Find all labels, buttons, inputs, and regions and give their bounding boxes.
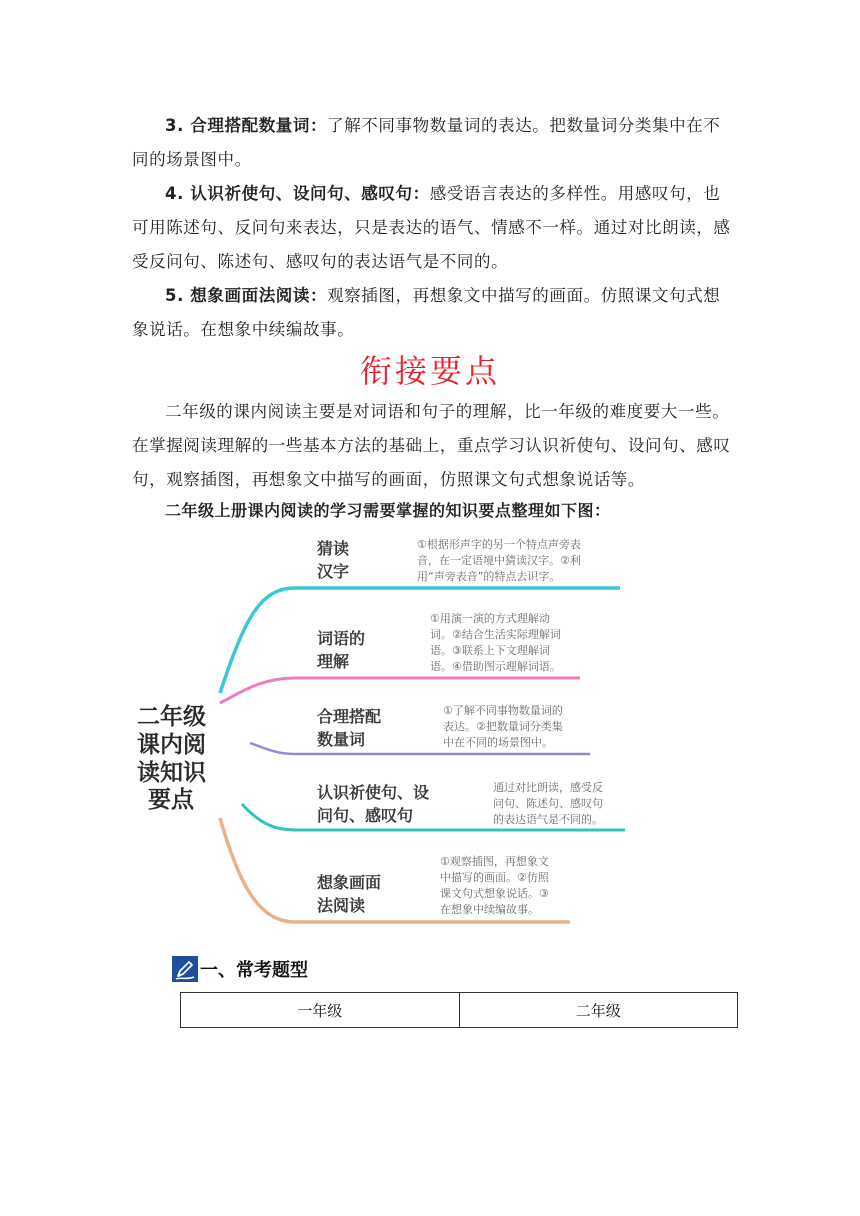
branch-2-title-2: 理解 xyxy=(317,652,350,671)
section-title-text: 一、常考题型 xyxy=(200,960,308,981)
branch-1-note-2: 音，在一定语境中猜读汉字。②利 xyxy=(417,554,581,567)
branch-4-title-2: 问句、感叹句 xyxy=(317,806,414,825)
branch-5-note-4: 在想象中续编故事。 xyxy=(440,903,539,916)
branch-2-note-4: 语。④借助图示理解词语。 xyxy=(430,660,561,673)
item-4 xyxy=(132,177,732,279)
branch-5-note-3: 课文句式想象说话。③ xyxy=(440,887,549,900)
mindmap-root-line-4: 要点 xyxy=(148,787,194,813)
pen-icon xyxy=(172,956,198,982)
branch-3-note-3: 中在不同的场景图中。 xyxy=(443,736,553,749)
branch-1-title-1: 猜读 xyxy=(317,539,350,558)
grade-comparison-table xyxy=(180,992,738,1028)
branch-4-note-3: 的表达语气是不同的。 xyxy=(493,813,603,826)
branch-1-title-2: 汉字 xyxy=(317,562,350,581)
branch-4-note-1: 通过对比朗读，感受反 xyxy=(493,781,603,794)
knowledge-mindmap xyxy=(120,528,640,928)
item-4-lead: 4. 认识祈使句、设问句、感叹句： xyxy=(165,184,430,203)
table-header-grade-2: 二年级 xyxy=(459,993,738,1028)
item-3 xyxy=(132,109,732,177)
item-3-text: 了解不同事物数量词的表达。把数量词分类集中在不同的场景图中。 xyxy=(132,116,721,169)
branch-5-note-2: 中描写的画面。②仿照 xyxy=(440,871,549,884)
branch-2-note-3: 语。③联系上下文理解词 xyxy=(430,644,550,657)
branch-5-title-1: 想象画面 xyxy=(317,873,382,892)
branch-3-title-2: 数量词 xyxy=(317,730,366,749)
branch-2-note-2: 词。②结合生活实际理解词 xyxy=(430,628,561,641)
item-5-lead: 5. 想象画面法阅读： xyxy=(165,286,328,305)
branch-3-title-1: 合理搭配 xyxy=(317,707,382,726)
branch-2-note-1: ①用演一演的方式理解动 xyxy=(430,612,550,625)
branch-1-note-3: 用“声旁表音”的特点去识字。 xyxy=(417,570,561,583)
item-4-text: 感受语言表达的多样性。用感叹句，也可用陈述句、反问句来表达，只是表达的语气、情感不一样。通过对比朗读，感受反问句、陈述句、感叹句的表达语气是不同的。 xyxy=(132,184,731,271)
mindmap-root-line-3: 读知识 xyxy=(137,760,206,786)
summary-line: 二年级上册课内阅读的学习需要掌握的知识要点整理如下图： xyxy=(165,501,611,520)
mindmap-root-line-1: 二年级 xyxy=(137,704,206,730)
section-common-question-types xyxy=(172,955,308,983)
item-5-text: 观察插图，再想象文中描写的画面。仿照课文句式想象说话。在想象中续编故事。 xyxy=(132,286,721,339)
branch-5-note-1: ①观察插图，再想象文 xyxy=(440,855,549,868)
section-heading: 衔接要点 xyxy=(359,352,500,390)
branch-2-line xyxy=(220,678,580,703)
branch-3-note-2: 表达。②把数量词分类集 xyxy=(443,720,563,733)
branch-4-note-2: 问句、陈述句、感叹句 xyxy=(493,797,603,810)
item-3-lead: 3. 合理搭配数量词： xyxy=(165,116,328,135)
table-header-grade-1: 一年级 xyxy=(181,993,460,1028)
branch-1-note-1: ①根据形声字的另一个特点声旁表 xyxy=(417,538,581,551)
table-header-row xyxy=(181,993,738,1028)
branch-3-note-1: ①了解不同事物数量词的 xyxy=(443,704,563,717)
branch-5-title-2: 法阅读 xyxy=(317,896,366,915)
item-5 xyxy=(132,279,732,347)
intro-paragraph: 二年级的课内阅读主要是对词语和句子的理解，比一年级的难度要大一些。在掌握阅读理解的一些基本方法的基础上，重点学习认识祈使句、设问句、感叹句，观察插图，再想象文中描写的画面，仿照课文句式想象说话等。 xyxy=(132,402,731,489)
mindmap-root-line-2: 课内阅 xyxy=(137,732,206,758)
branch-4-title-1: 认识祈使句、设 xyxy=(317,783,430,802)
branch-2-title-1: 词语的 xyxy=(317,629,366,648)
